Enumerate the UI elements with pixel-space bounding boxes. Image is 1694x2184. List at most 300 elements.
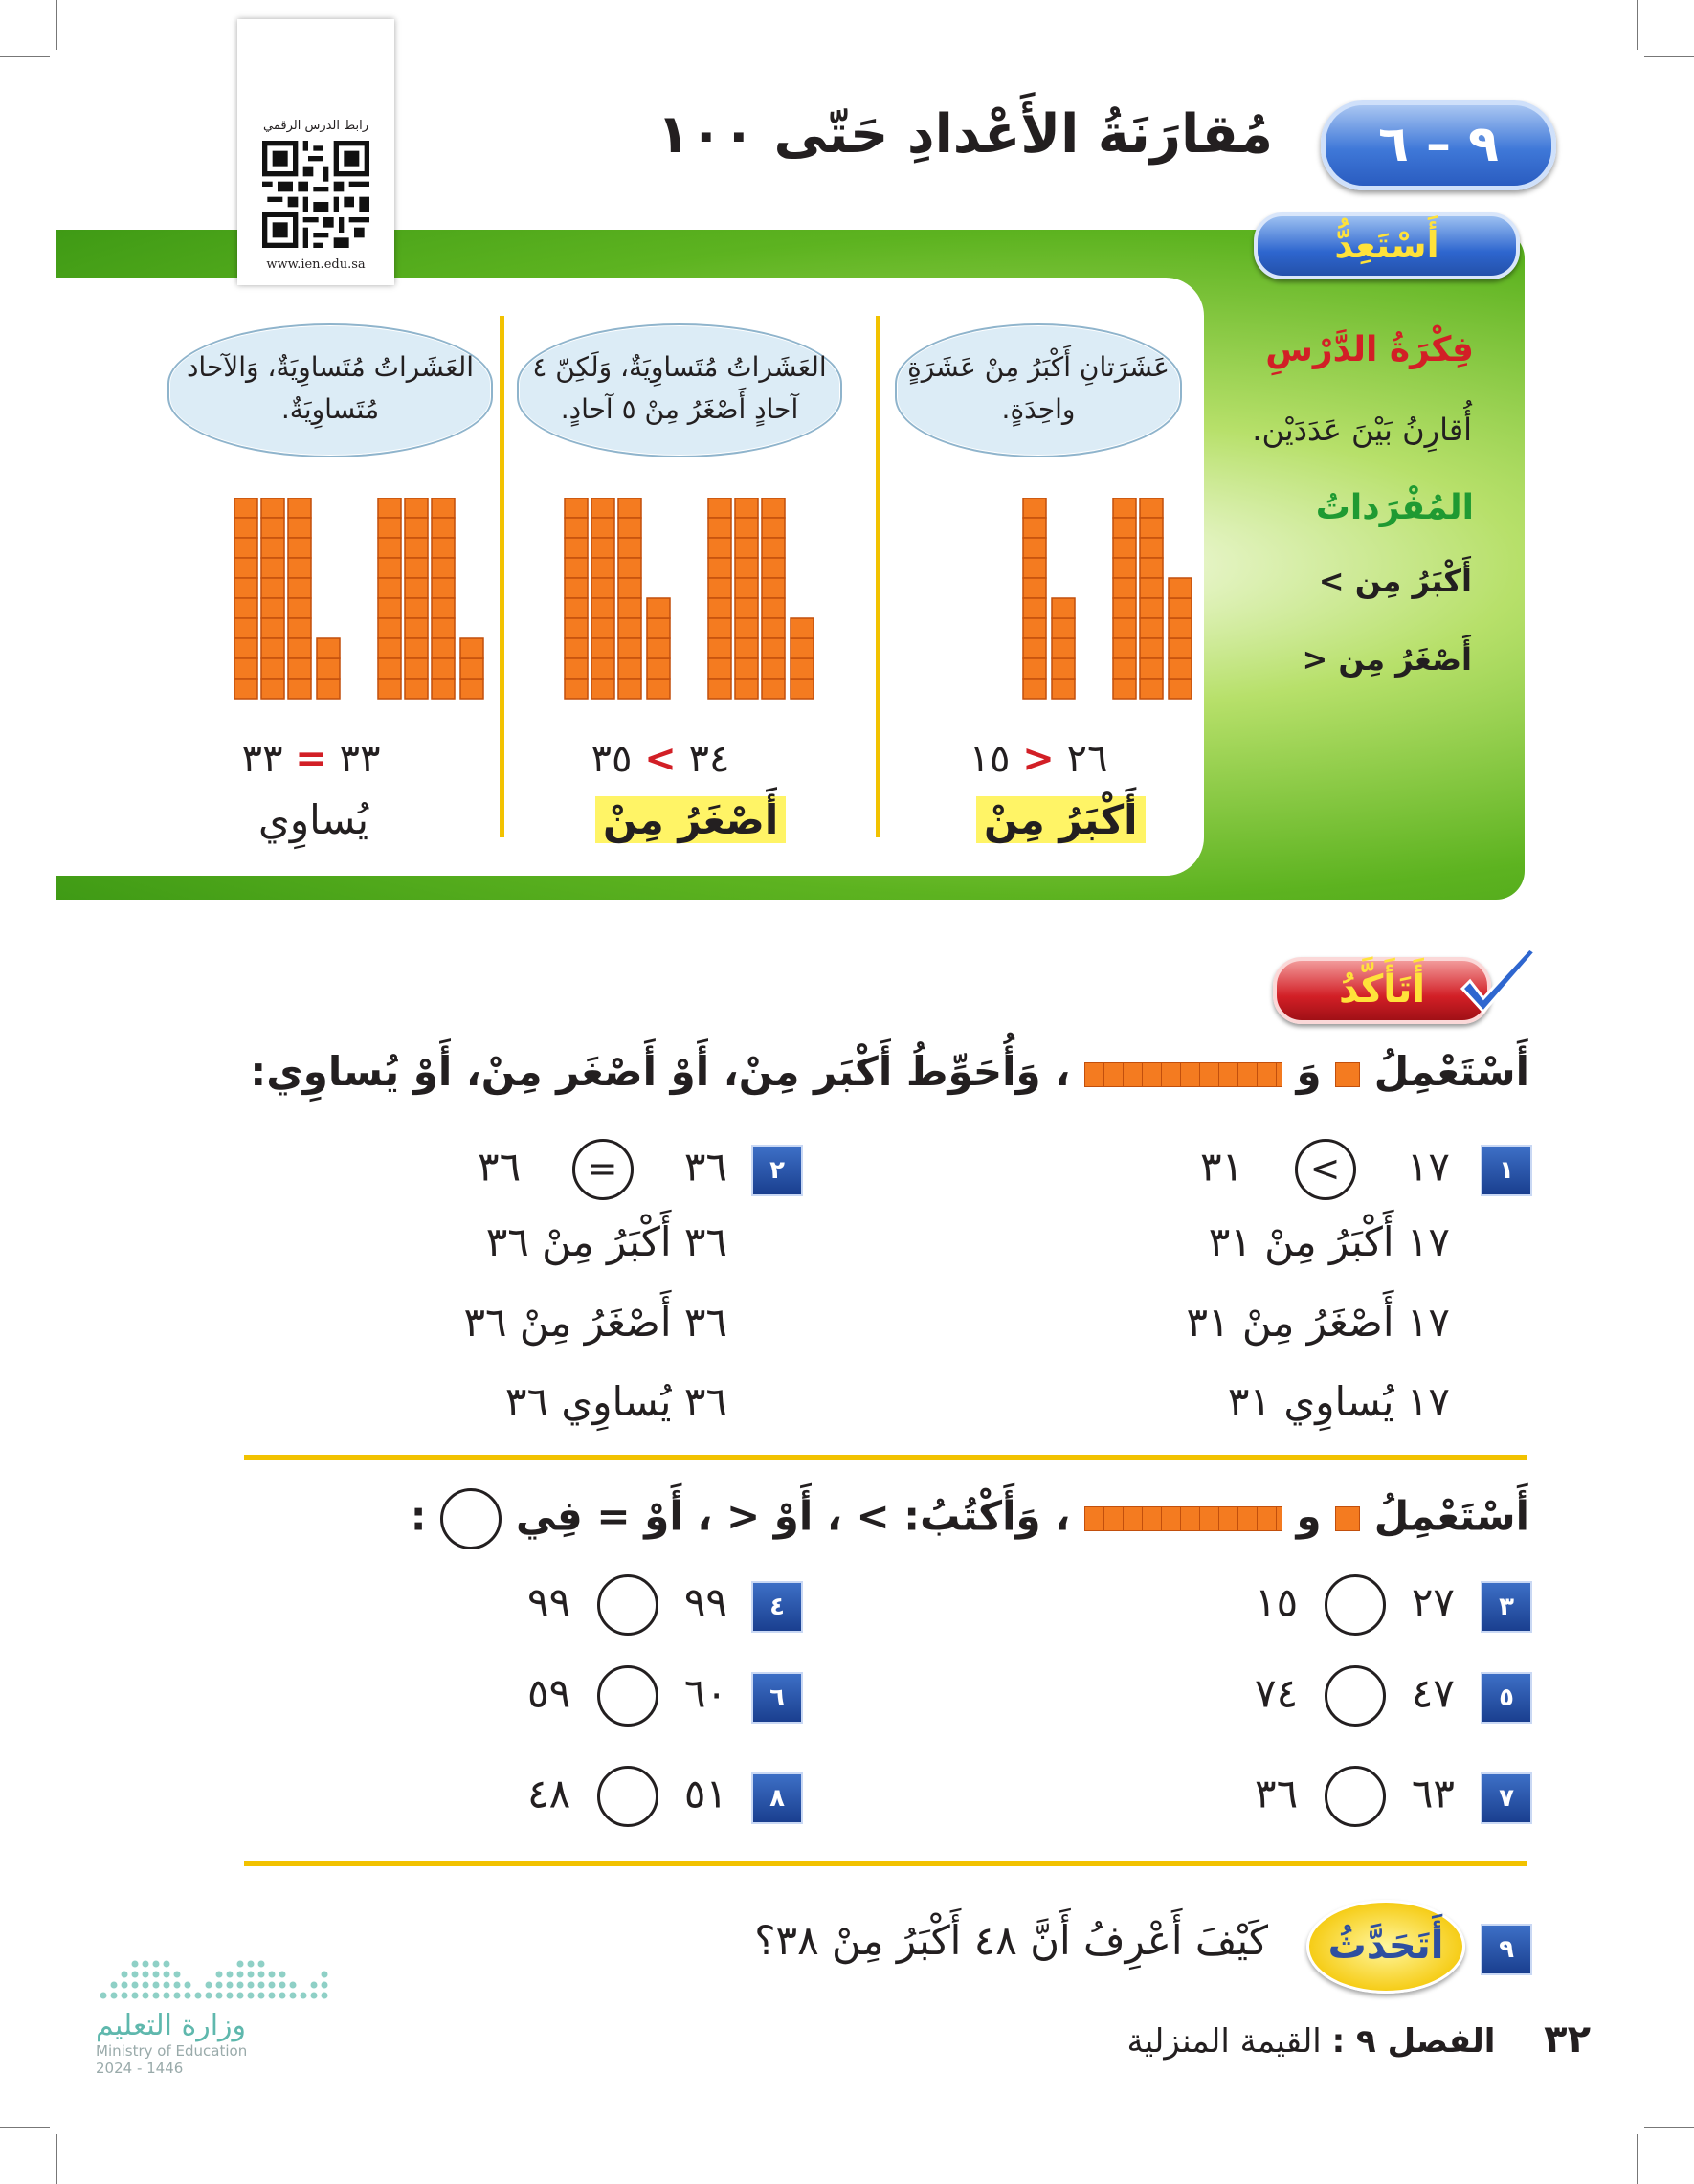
ten-rod-cube	[1113, 558, 1136, 578]
logo-dot	[143, 1982, 149, 1989]
q1-option-row[interactable]	[1228, 1378, 1450, 1425]
ten-rod-cube	[565, 618, 588, 638]
ten-rod-cube	[234, 518, 257, 538]
unit-cube	[647, 658, 670, 679]
answer-circle[interactable]	[597, 1665, 658, 1727]
ten-rod-cube	[1113, 518, 1136, 538]
ten-rod-cube	[405, 638, 428, 658]
circle-icon	[440, 1488, 502, 1549]
prepare-tab: أَسْتَعِدُّ	[1254, 212, 1520, 279]
instruction-text: أَسْتَعْمِلُ	[1373, 1492, 1529, 1540]
section-divider	[244, 1455, 1527, 1460]
ten-rod-cube	[565, 498, 588, 518]
ten-rod-cube	[405, 518, 428, 538]
logo-dot	[132, 1961, 139, 1968]
unit-cube	[791, 618, 814, 638]
q1-number-b: ٣١	[1186, 1299, 1230, 1346]
lesson-idea-text: أُقارِنُ بَيْنَ عَدَدَيْن.	[1252, 412, 1472, 448]
q2-option-row[interactable]	[505, 1378, 727, 1425]
logo-dot	[322, 1982, 328, 1989]
ten-rod-cube	[591, 618, 614, 638]
logo-dot	[258, 1972, 265, 1978]
page-title: مُقارَنَةُ الأَعْدادِ حَتّى ١٠٠	[657, 103, 1273, 166]
q1-number-b: ٣١	[1200, 1143, 1244, 1191]
logo-dot	[237, 1982, 244, 1989]
ten-rod-cube	[288, 518, 311, 538]
label-equal: يُساوِي	[258, 796, 369, 843]
comparison-left-number: ١٥	[969, 737, 1011, 781]
ten-rod-cube	[735, 578, 758, 598]
ten-rod-cube	[735, 618, 758, 638]
item-number-a: ٥١	[683, 1770, 727, 1817]
logo-dot	[279, 1972, 286, 1978]
option-less[interactable]: أَصْغَرُ مِنْ	[1241, 1299, 1394, 1346]
ten-rod-cube	[708, 618, 731, 638]
logo-dot	[216, 1972, 223, 1978]
ten-rod-cube	[234, 498, 257, 518]
ten-rod-cube	[1023, 578, 1046, 598]
ten-rod-cube	[591, 518, 614, 538]
answer-circle[interactable]	[1325, 1665, 1386, 1727]
unit-cube-icon	[1335, 1506, 1360, 1531]
q2-number-a: ٣٦	[683, 1218, 727, 1265]
unit-cube	[1052, 658, 1075, 679]
qr-card[interactable]	[237, 19, 394, 285]
ten-rod-cube	[378, 618, 401, 638]
crop-mark	[1637, 0, 1638, 50]
ten-rod-cube	[762, 679, 785, 699]
q1-number-a: ١٧	[1406, 1299, 1450, 1346]
ten-rod-cube	[1140, 658, 1163, 679]
chapter-name: القيمة المنزلية	[1126, 2022, 1322, 2061]
crop-mark	[1644, 56, 1694, 57]
ten-rod-cube	[378, 558, 401, 578]
ten-rod-cube	[762, 518, 785, 538]
q2-number-b: ٣٦	[478, 1143, 522, 1191]
unit-cube	[1169, 679, 1192, 699]
ten-rod-cube	[762, 498, 785, 518]
ten-rod-cube	[735, 538, 758, 558]
compare-item	[1255, 1665, 1455, 1727]
chapter-label: الفصل ٩ :	[1331, 2022, 1496, 2061]
ten-rod-cube	[234, 658, 257, 679]
logo-dot	[143, 1993, 149, 1999]
ten-rod-cube	[234, 538, 257, 558]
ministry-logo-icon	[96, 1948, 345, 2005]
logo-dot	[185, 1993, 191, 1999]
ten-rod-cube	[708, 658, 731, 679]
ten-rod-cube	[261, 638, 284, 658]
ten-rod-cube	[591, 498, 614, 518]
ten-rod-cube	[762, 538, 785, 558]
ten-rod-cube	[1023, 598, 1046, 618]
logo-dot	[290, 1993, 297, 1999]
logo-dot	[311, 1982, 318, 1989]
item-number-a: ٦٣	[1411, 1770, 1455, 1817]
ten-rod-cube	[378, 498, 401, 518]
thought-cloud: العَشَراتُ مُتَساوِيَةٌ، وَلَكِنّ ٤ آحادٍ أَصْغَرُ مِنْ ٥ آحادٍ.	[517, 323, 842, 457]
ten-rod-cube	[708, 638, 731, 658]
ministry-logo	[96, 1948, 345, 2077]
logo-dot	[216, 1982, 223, 1989]
unit-cube	[460, 638, 483, 658]
ten-rod-cube	[261, 558, 284, 578]
item-number-b: ٤٨	[527, 1770, 571, 1817]
ten-rod-cube	[565, 658, 588, 679]
comparison-right-number: ٣٣	[339, 737, 381, 781]
ten-rod-cube	[432, 578, 455, 598]
item-number-a: ٢٧	[1411, 1578, 1455, 1626]
ten-rod-cube	[288, 578, 311, 598]
comparison-symbol: <	[1022, 737, 1055, 781]
ten-rod-cube	[432, 618, 455, 638]
answer-circle[interactable]	[597, 1766, 658, 1827]
ten-rod-cube	[288, 638, 311, 658]
compare-item	[527, 1766, 727, 1827]
instruction-text: :	[410, 1492, 427, 1540]
qr-code-icon[interactable]	[262, 141, 369, 248]
ten-rod-cube	[261, 578, 284, 598]
check-tab: أَتَأَكَّدُ	[1273, 957, 1491, 1024]
ten-rod-cube	[618, 618, 641, 638]
item-number-b: ١٥	[1255, 1578, 1299, 1626]
logo-dot	[279, 1993, 286, 1999]
ten-rod-cube	[1113, 618, 1136, 638]
ten-rod-cube	[1023, 498, 1046, 518]
ten-rod-cube	[565, 638, 588, 658]
logo-dot	[227, 1982, 234, 1989]
ten-rod-cube	[288, 498, 311, 518]
ten-rod-cube	[261, 679, 284, 699]
option-equal[interactable]: يُساوِي	[561, 1378, 672, 1425]
ten-rod-cube	[762, 658, 785, 679]
ten-rod-cube	[234, 578, 257, 598]
comparison-2	[565, 737, 756, 781]
logo-dot	[258, 1982, 265, 1989]
q1-number-a: ١٧	[1406, 1378, 1450, 1425]
ten-rod-cube	[288, 558, 311, 578]
ten-rod-cube	[261, 598, 284, 618]
ten-rod-cube	[1023, 658, 1046, 679]
q2-number-a: ٣٦	[683, 1299, 727, 1346]
logo-dot	[248, 1982, 255, 1989]
unit-cube	[460, 679, 483, 699]
logo-dot	[237, 1961, 244, 1968]
ten-rod-cube	[261, 518, 284, 538]
instruction-2	[411, 1488, 1529, 1549]
unit-cube	[647, 638, 670, 658]
logo-dot	[174, 1982, 181, 1989]
ten-rod-cube	[261, 538, 284, 558]
answer-circle[interactable]	[597, 1574, 658, 1636]
q2-option-row[interactable]	[463, 1299, 727, 1346]
ten-rod-cube	[591, 578, 614, 598]
ten-rod-cube	[405, 679, 428, 699]
qr-url[interactable]: www.ien.edu.sa	[266, 257, 366, 272]
ten-rod-cube	[432, 518, 455, 538]
q2-top-row	[478, 1139, 727, 1200]
ten-rod-cube	[565, 578, 588, 598]
item-number-b: ٥٩	[527, 1669, 571, 1717]
ten-rod-cube	[618, 558, 641, 578]
logo-dot	[164, 1993, 170, 1999]
unit-cube	[647, 598, 670, 618]
ten-rod-cube	[1140, 638, 1163, 658]
thought-cloud: العَشَراتُ مُتَساوِيَةٌ، وَالآحاد مُتَساوِيَةٌ.	[167, 323, 493, 457]
logo-dot	[206, 1982, 212, 1989]
instruction-1	[250, 1048, 1529, 1095]
ten-rod-cube	[432, 558, 455, 578]
logo-dot	[322, 1972, 328, 1978]
item-number-a: ٩٩	[683, 1578, 727, 1626]
logo-dot	[195, 1993, 202, 1999]
ten-rod-cube	[618, 679, 641, 699]
ten-rod-cube	[708, 679, 731, 699]
ten-rod-cube	[378, 518, 401, 538]
ten-rod-cube	[1113, 578, 1136, 598]
logo-dot	[132, 1993, 139, 1999]
ten-rod-cube	[405, 538, 428, 558]
ministry-year: 2024 - 1446	[96, 2060, 184, 2077]
item-number-b: ٧٤	[1255, 1669, 1299, 1717]
q2-number-b: ٣٦	[504, 1378, 549, 1425]
comparison-left-number: ٣٣	[241, 737, 283, 781]
ten-rod-cube	[762, 578, 785, 598]
logo-dot	[132, 1982, 139, 1989]
ten-rod-cube	[378, 598, 401, 618]
ten-rod-cube	[762, 638, 785, 658]
ten-rod-cube	[1140, 598, 1163, 618]
ten-rod-cube	[405, 658, 428, 679]
instruction-text: ، وَأَكْتُبُ: > ، أَوْ < ، أَوْ = فِي	[515, 1492, 1071, 1540]
ten-rod-cube	[1113, 658, 1136, 679]
ten-rod-cube	[1113, 679, 1136, 699]
logo-dot	[111, 1982, 118, 1989]
option-greater[interactable]: أَكْبَرُ مِنْ	[1264, 1218, 1394, 1265]
vocabulary-title: المُفْرَداتُ	[1315, 488, 1474, 527]
talk-question: كَيْفَ أَعْرِفُ أَنَّ ٤٨ أَكْبَرُ مِنْ ٣٨؟	[754, 1917, 1268, 1964]
unit-cube	[1169, 638, 1192, 658]
logo-dot	[269, 1972, 276, 1978]
ten-rod-cube	[1113, 498, 1136, 518]
logo-dot	[237, 1972, 244, 1978]
logo-dot	[248, 1993, 255, 1999]
unit-cube	[1169, 598, 1192, 618]
q2-number-a: ٣٦	[683, 1378, 727, 1425]
ten-rod-cube	[432, 498, 455, 518]
ten-rod-cube	[405, 598, 428, 618]
logo-dot	[322, 1993, 328, 1999]
logo-dot	[164, 1972, 170, 1978]
ten-rod-cube	[708, 558, 731, 578]
ten-rod-cube	[618, 578, 641, 598]
item-number-b: ٣٦	[1255, 1770, 1299, 1817]
answer-circle[interactable]: =	[572, 1139, 634, 1200]
vocab-greater-than: أَكْبَرُ مِن >	[1318, 563, 1472, 599]
crop-mark	[1644, 2127, 1694, 2128]
question-number: ٣	[1481, 1581, 1532, 1633]
crop-mark	[0, 2127, 50, 2128]
ten-rod-cube	[618, 498, 641, 518]
qr-caption: رابط الدرس الرقمي	[263, 119, 368, 133]
ten-rod-cube	[762, 618, 785, 638]
ten-rod-cube	[1140, 578, 1163, 598]
ten-rod-cube	[565, 538, 588, 558]
logo-dot	[100, 1993, 107, 1999]
ten-rod-cube	[1113, 638, 1136, 658]
ministry-name-ar: وزارة التعليم	[96, 2009, 247, 2042]
instruction-text: أَسْتَعْمِلُ	[1373, 1048, 1529, 1095]
unit-cube	[460, 658, 483, 679]
ten-rod-cube	[565, 598, 588, 618]
instruction-text: وَ	[1296, 1048, 1322, 1095]
ten-rod-cube	[288, 618, 311, 638]
ten-rod-cube	[405, 498, 428, 518]
ten-rod-cube	[378, 658, 401, 679]
question-number: ٥	[1481, 1672, 1532, 1724]
ten-rod-cube	[378, 538, 401, 558]
question-number: ٦	[751, 1672, 803, 1724]
ten-rod-cube	[591, 558, 614, 578]
q1-number-b: ٣١	[1208, 1218, 1252, 1265]
unit-cube	[1052, 638, 1075, 658]
ten-rod-icon	[1084, 1506, 1282, 1531]
page-footer	[1126, 2017, 1591, 2061]
ten-rod-cube	[591, 538, 614, 558]
logo-dot	[153, 1982, 160, 1989]
ten-rod-cube	[591, 598, 614, 618]
ministry-name-en: Ministry of Education	[96, 2042, 248, 2060]
logo-dot	[216, 1993, 223, 1999]
ten-rod-cube	[405, 578, 428, 598]
q1-option-row[interactable]	[1209, 1218, 1450, 1265]
ten-rod-cube	[618, 658, 641, 679]
logo-dot	[143, 1972, 149, 1978]
ten-rod-cube	[1023, 538, 1046, 558]
ten-rod-cube	[432, 538, 455, 558]
talk-badge: أَتَحَدَّثُ	[1306, 1900, 1465, 1994]
ten-rod-cube	[288, 598, 311, 618]
crop-mark	[56, 0, 57, 50]
option-less[interactable]: أَصْغَرُ مِنْ	[519, 1299, 672, 1346]
ten-rod-cube	[234, 638, 257, 658]
answer-circle[interactable]	[1325, 1574, 1386, 1636]
option-equal[interactable]: يُساوِي	[1283, 1378, 1394, 1425]
section-divider	[244, 1861, 1527, 1866]
ten-rod-cube	[1023, 518, 1046, 538]
comparison-3	[215, 737, 407, 781]
logo-dot	[269, 1982, 276, 1989]
ten-rod-cube	[288, 679, 311, 699]
ten-rod-cube	[1140, 558, 1163, 578]
crop-mark	[56, 2134, 57, 2184]
logo-dot	[122, 1972, 128, 1978]
ten-rod-cube	[1140, 679, 1163, 699]
ten-rod-cube	[762, 558, 785, 578]
ten-rod-cube	[735, 558, 758, 578]
ten-rod-cube	[762, 598, 785, 618]
compare-item	[1255, 1766, 1455, 1827]
ten-rod-cube	[1113, 598, 1136, 618]
q2-number-a: ٣٦	[683, 1143, 727, 1191]
ten-rod-cube	[708, 578, 731, 598]
logo-dot	[248, 1972, 255, 1978]
logo-dot	[227, 1993, 234, 1999]
ten-rod-cube	[618, 598, 641, 618]
unit-cube	[1169, 618, 1192, 638]
q2-option-row[interactable]	[486, 1218, 727, 1265]
unit-cube	[647, 679, 670, 699]
answer-circle[interactable]	[1325, 1766, 1386, 1827]
ten-rod-cube	[405, 618, 428, 638]
unit-cube	[791, 638, 814, 658]
ten-rod-cube	[378, 679, 401, 699]
question-number: ٤	[751, 1581, 803, 1633]
ten-rod-cube	[1023, 618, 1046, 638]
unit-cube	[317, 658, 340, 679]
comparison-right-number: ٢٦	[1066, 737, 1108, 781]
ten-rod-cube	[591, 658, 614, 679]
ten-rod-cube	[261, 498, 284, 518]
logo-dot	[227, 1972, 234, 1978]
ten-rod-cube	[405, 558, 428, 578]
unit-cube	[1052, 598, 1075, 618]
logo-dot	[174, 1972, 181, 1978]
item-number-a: ٤٧	[1411, 1669, 1455, 1717]
label-less	[595, 796, 786, 843]
logo-dot	[258, 1961, 265, 1968]
ten-rod-cube	[618, 538, 641, 558]
item-number-a: ٦٠	[683, 1669, 727, 1717]
item-number-b: ٩٩	[527, 1578, 571, 1626]
answer-circle[interactable]: >	[1295, 1139, 1356, 1200]
lesson-number-badge: ٩ – ٦	[1321, 100, 1556, 190]
ten-rod-cube	[432, 638, 455, 658]
ten-rod-cube	[735, 598, 758, 618]
highlight-label: أَكْبَرُ مِنْ	[976, 796, 1146, 843]
compare-item	[527, 1665, 727, 1727]
q1-number-a: ١٧	[1406, 1143, 1450, 1191]
logo-dot	[248, 1961, 255, 1968]
logo-dot	[258, 1993, 265, 1999]
compare-item	[1255, 1574, 1455, 1636]
logo-dot	[290, 1982, 297, 1989]
crop-mark	[0, 56, 50, 57]
ten-rod-icon	[1084, 1062, 1282, 1087]
logo-dot	[206, 1993, 212, 1999]
unit-cube	[791, 658, 814, 679]
ten-rod-cube	[288, 658, 311, 679]
logo-dot	[143, 1961, 149, 1968]
page-number: ٣٢	[1544, 2017, 1591, 2061]
q1-option-row[interactable]	[1186, 1299, 1450, 1346]
ten-rod-cube	[234, 558, 257, 578]
ten-rod-cube	[735, 658, 758, 679]
unit-cube	[317, 638, 340, 658]
ten-rod-cube	[735, 518, 758, 538]
comparison-left-number: ٣٥	[591, 737, 633, 781]
ten-rod-cube	[432, 679, 455, 699]
ten-rod-cube	[591, 638, 614, 658]
option-greater[interactable]: أَكْبَرُ مِنْ	[542, 1218, 672, 1265]
ten-rod-cube	[708, 598, 731, 618]
logo-dot	[153, 1961, 160, 1968]
ten-rod-cube	[1140, 518, 1163, 538]
logo-dot	[174, 1993, 181, 1999]
highlight-label: أَصْغَرُ مِنْ	[595, 796, 786, 843]
comparison-1	[943, 737, 1134, 781]
ten-rod-cube	[565, 558, 588, 578]
